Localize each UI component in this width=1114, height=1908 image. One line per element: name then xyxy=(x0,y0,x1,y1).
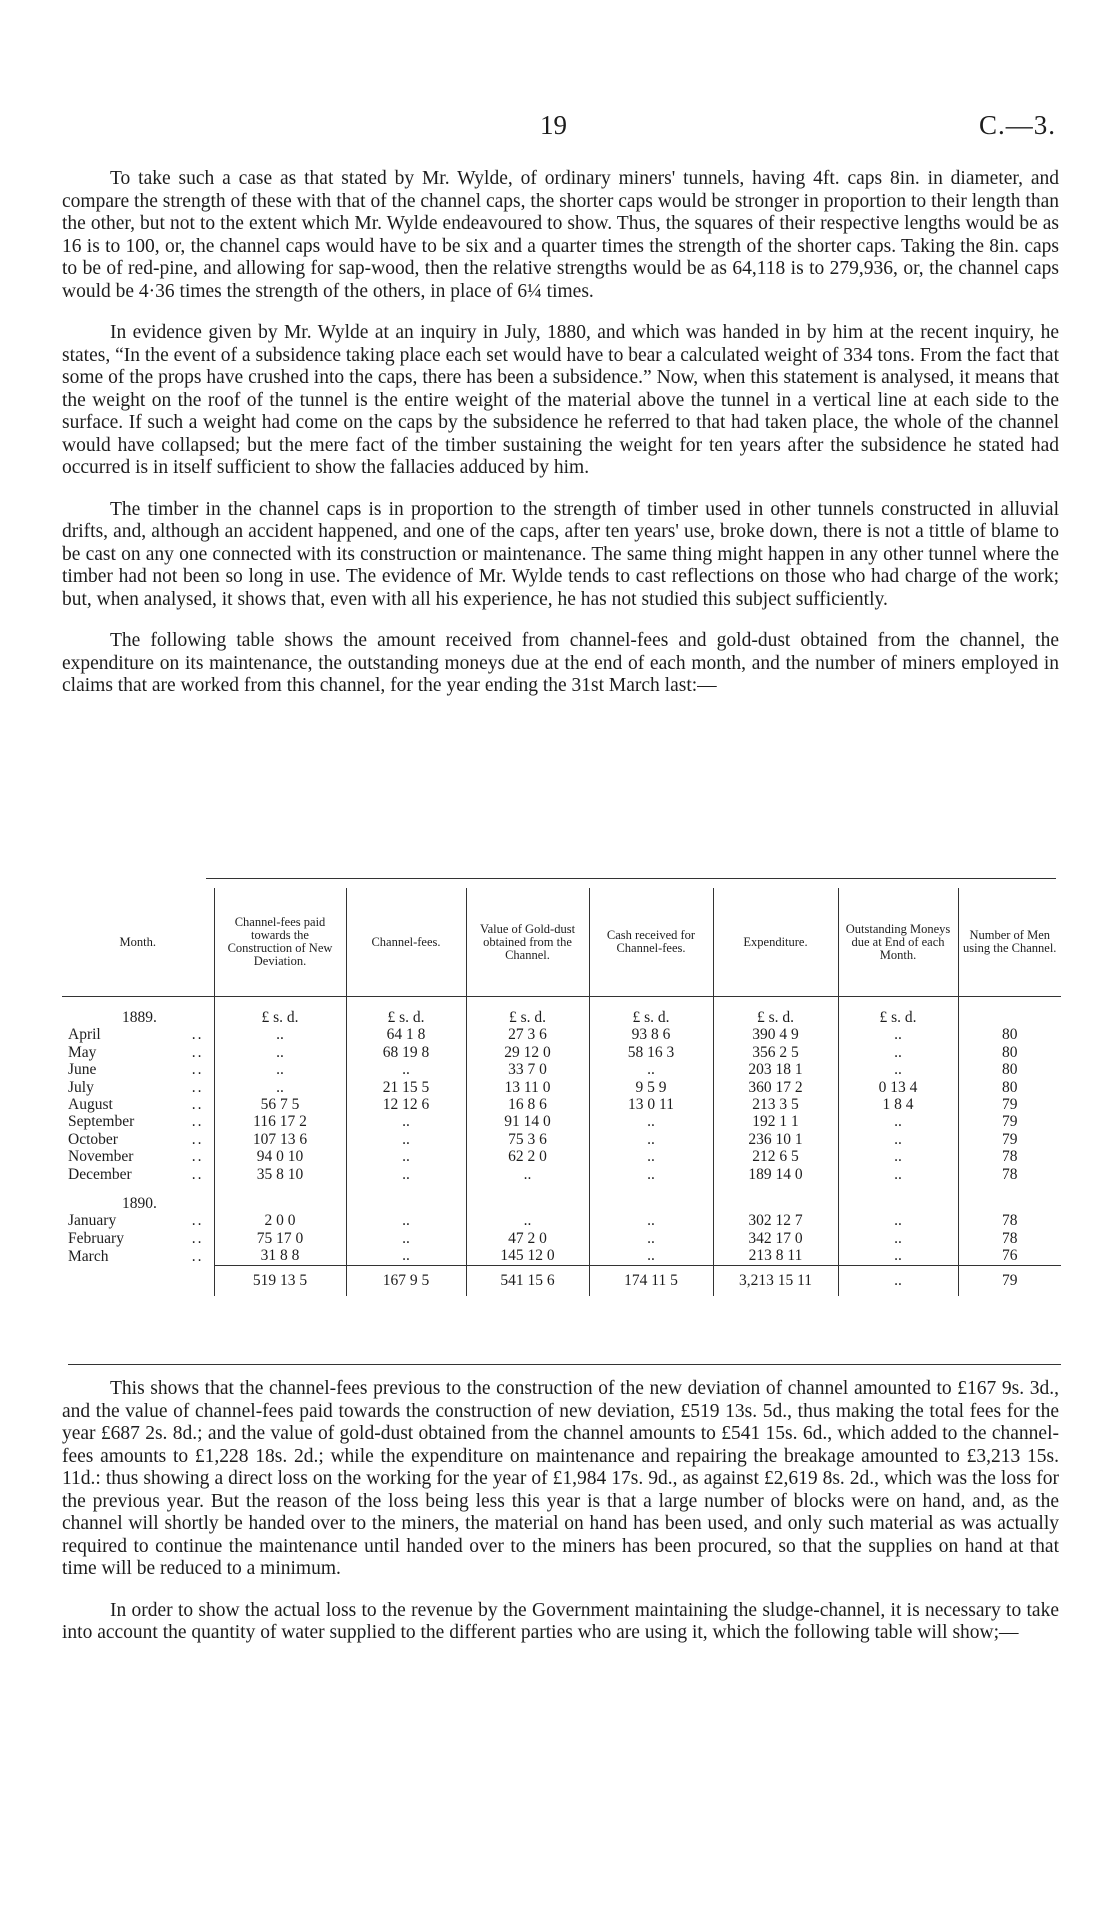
amount-cell: .. xyxy=(838,1166,958,1183)
amount-cell: 203 18 1 xyxy=(713,1061,838,1078)
amount-cell: .. xyxy=(838,1131,958,1148)
unit-label: £ s. d. xyxy=(589,1009,713,1026)
amount-cell: .. xyxy=(346,1247,466,1265)
page-number: 19 xyxy=(540,110,567,140)
spacer-row xyxy=(62,997,1061,1010)
month-cell: October .. xyxy=(68,1130,204,1148)
paragraph-caps-strength: To take such a case as that stated by Mr. Wylde, of ordinary miners' tunnels, having 4ft. caps 8in. in diameter, and compare the strength of these with that of the channel caps, the shorter caps would be stronger in proportion to their length than the other, but not to the extent which Mr. Wylde endeavoured to show. Thus, the squares of their respective lengths would be as 16 is to 100, or, the channel caps would have to be six and a quarter times the strength of the shorter caps. Taking the 8in. caps to be of red-pine, and allowing for sap-wood, then the relative strengths would be as 64,118 is to 279,936, or, the channel caps would be 4·36 times the strength of the others, in place of 6¼ times. xyxy=(62,168,1059,302)
amount-cell: 91 14 0 xyxy=(466,1113,589,1130)
amount-cell: 27 3 6 xyxy=(466,1026,589,1043)
amount-cell: 16 8 6 xyxy=(466,1096,589,1113)
table-row xyxy=(62,1113,1061,1130)
table-row xyxy=(62,1148,1061,1165)
amount-cell: 236 10 1 xyxy=(713,1131,838,1148)
men-count-cell: 80 xyxy=(958,1044,1061,1061)
month-cell: May .. xyxy=(68,1043,204,1061)
amount-cell: .. xyxy=(589,1212,713,1229)
amount-cell: 47 2 0 xyxy=(466,1230,589,1247)
total-amount-cell: .. xyxy=(838,1265,958,1296)
amount-cell: 0 13 4 xyxy=(838,1079,958,1096)
total-men-cell: 79 xyxy=(958,1265,1061,1296)
men-count-cell: 79 xyxy=(958,1131,1061,1148)
men-count-cell: 80 xyxy=(958,1026,1061,1043)
amount-cell: .. xyxy=(346,1148,466,1165)
header-month: Month. xyxy=(62,888,214,997)
month-cell: November .. xyxy=(68,1148,204,1166)
amount-cell: .. xyxy=(589,1230,713,1247)
amount-cell: .. xyxy=(214,1044,346,1061)
month-cell: January .. xyxy=(68,1212,204,1230)
amount-cell: 342 17 0 xyxy=(713,1230,838,1247)
table-row xyxy=(62,1044,1061,1061)
month-cell: December .. xyxy=(68,1165,204,1183)
channel-accounts-table xyxy=(62,888,1061,1296)
unit-label: £ s. d. xyxy=(713,1009,838,1026)
month-cell: June .. xyxy=(68,1061,204,1079)
month-cell: July .. xyxy=(68,1078,204,1096)
amount-cell: .. xyxy=(838,1247,958,1265)
table-bottom-rule xyxy=(68,1364,1061,1365)
amount-cell: .. xyxy=(589,1166,713,1183)
amount-cell: 35 8 10 xyxy=(214,1166,346,1183)
amount-cell: 29 12 0 xyxy=(466,1044,589,1061)
men-count-cell: 78 xyxy=(958,1212,1061,1229)
amount-cell: .. xyxy=(346,1113,466,1130)
amount-cell: 390 4 9 xyxy=(713,1026,838,1043)
amount-cell: .. xyxy=(589,1247,713,1265)
amount-cell: .. xyxy=(346,1212,466,1229)
amount-cell: .. xyxy=(346,1061,466,1078)
paragraph-loss-summary: This shows that the channel-fees previous to the construction of the new deviation of channel amounted to £167 9s. 3d., and the value of channel-fees paid towards the construction of new deviation, £519 13s. 5d., thus making the total fees for the year £687 2s. 8d.; and the value of gold-dust obtained from the channel amounts to £541 15s. 6d., which added to the channel-fees amounts to £1,228 18s. 2d.; while the expenditure on maintenance and repairing the breakage amounted to £3,213 15s. 11d.: thus showing a direct loss on the working for the year of £1,984 17s. 9d., as against £2,619 8s. 2d., which was the loss for the previous year. But the reason of the loss being less this year is that a large number of blocks were on hand, and, as the channel will shortly be handed over to the miners, the material on hand has been used, and only such material as was actually required to continue the maintenance until handed over to the miners has been procured, so that the supplies on hand at that time will be reduced to a minimum. xyxy=(62,1378,1059,1579)
total-amount-cell: 519 13 5 xyxy=(214,1265,346,1296)
amount-cell: .. xyxy=(838,1230,958,1247)
men-count-cell: 80 xyxy=(958,1061,1061,1078)
month-cell: February .. xyxy=(68,1229,204,1247)
amount-cell: .. xyxy=(346,1166,466,1183)
header-men: Number of Men using the Channel. xyxy=(958,888,1061,997)
amount-cell: 213 8 11 xyxy=(713,1247,838,1265)
men-count-cell: 78 xyxy=(958,1166,1061,1183)
amount-cell: 13 0 11 xyxy=(589,1096,713,1113)
month-cell: September .. xyxy=(68,1113,204,1131)
amount-cell: 13 11 0 xyxy=(466,1079,589,1096)
year-label-1889: 1889. xyxy=(122,1009,157,1026)
units-row xyxy=(62,1009,1061,1026)
amount-cell: 75 17 0 xyxy=(214,1230,346,1247)
header-channel-fees: Channel-fees. xyxy=(346,888,466,997)
amount-cell: 56 7 5 xyxy=(214,1096,346,1113)
men-count-cell: 78 xyxy=(958,1148,1061,1165)
amount-cell: .. xyxy=(838,1061,958,1078)
amount-cell: 356 2 5 xyxy=(713,1044,838,1061)
amount-cell: .. xyxy=(838,1026,958,1043)
body-text-top xyxy=(62,168,1059,717)
table-row xyxy=(62,1212,1061,1229)
table-row xyxy=(62,1230,1061,1247)
amount-cell: 9 5 9 xyxy=(589,1079,713,1096)
amount-cell: 302 12 7 xyxy=(713,1212,838,1229)
paragraph-wylde-evidence: In evidence given by Mr. Wylde at an inquiry in July, 1880, and which was handed in by him at the recent inquiry, he states, “In the event of a subsidence taking place each set would have to bear a calculated weight of 334 tons. From the fact that some of the props have crushed into the caps, there has been a subsidence.” Now, when this statement is analysed, it means that the weight on the roof of the tunnel is the entire weight of the material above the tunnel in a vertical line at each side to the surface. If such a weight had come on the caps by the subsidence he referred to that had taken place, the whole of the channel would have collapsed; but the mere fact of the timber sustaining the weight for ten years after the subsidence he stated had occurred is in itself sufficient to show the fallacies adduced by him. xyxy=(62,322,1059,478)
unit-label: £ s. d. xyxy=(838,1009,958,1026)
table-header-row xyxy=(62,888,1061,997)
amount-cell: 2 0 0 xyxy=(214,1212,346,1229)
unit-label: £ s. d. xyxy=(466,1009,589,1026)
table-row xyxy=(62,1131,1061,1148)
spacer-row xyxy=(62,1183,1061,1195)
table-row xyxy=(62,1247,1061,1265)
header-fees-construction: Channel-fees paid towards the Construction of New Deviation. xyxy=(214,888,346,997)
table-row xyxy=(62,1026,1061,1043)
amount-cell: 212 6 5 xyxy=(713,1148,838,1165)
amount-cell: .. xyxy=(589,1131,713,1148)
men-count-cell: 80 xyxy=(958,1079,1061,1096)
unit-label: £ s. d. xyxy=(214,1009,346,1026)
total-amount-cell: 541 15 6 xyxy=(466,1265,589,1296)
total-amount-cell: 167 9 5 xyxy=(346,1265,466,1296)
amount-cell: .. xyxy=(214,1026,346,1043)
amount-cell: .. xyxy=(838,1212,958,1229)
amount-cell: .. xyxy=(346,1131,466,1148)
amount-cell: .. xyxy=(589,1061,713,1078)
amount-cell: .. xyxy=(466,1212,589,1229)
amount-cell: 189 14 0 xyxy=(713,1166,838,1183)
men-count-cell: 78 xyxy=(958,1230,1061,1247)
month-cell: March .. xyxy=(68,1247,204,1265)
header-cash-received: Cash received for Channel-fees. xyxy=(589,888,713,997)
body-text-bottom xyxy=(62,1378,1059,1664)
amount-cell: .. xyxy=(466,1166,589,1183)
amount-cell: .. xyxy=(589,1113,713,1130)
men-count-cell: 79 xyxy=(958,1113,1061,1130)
amount-cell: 93 8 6 xyxy=(589,1026,713,1043)
month-cell: April .. xyxy=(68,1026,204,1044)
table-row xyxy=(62,1079,1061,1096)
total-amount-cell: 3,213 15 11 xyxy=(713,1265,838,1296)
amount-cell: 107 13 6 xyxy=(214,1131,346,1148)
amount-cell: .. xyxy=(214,1061,346,1078)
paragraph-water-intro: In order to show the actual loss to the revenue by the Government maintaining the sludge-channel, it is necessary to take into account the quantity of water supplied to the different parties who are using it, which the following table will show;— xyxy=(62,1599,1059,1643)
header-gold-dust: Value of Gold-dust obtained from the Channel. xyxy=(466,888,589,997)
totals-row xyxy=(62,1265,1061,1296)
table-top-rule xyxy=(206,878,1056,879)
table-row xyxy=(62,1096,1061,1113)
amount-cell: .. xyxy=(214,1079,346,1096)
page-header xyxy=(0,110,1114,150)
men-count-cell: 79 xyxy=(958,1096,1061,1113)
amount-cell: 360 17 2 xyxy=(713,1079,838,1096)
unit-label: £ s. d. xyxy=(346,1009,466,1026)
amount-cell: 12 12 6 xyxy=(346,1096,466,1113)
amount-cell: 64 1 8 xyxy=(346,1026,466,1043)
amount-cell: 31 8 8 xyxy=(214,1247,346,1265)
amount-cell: 58 16 3 xyxy=(589,1044,713,1061)
amount-cell: 1 8 4 xyxy=(838,1096,958,1113)
amount-cell: 145 12 0 xyxy=(466,1247,589,1265)
amount-cell: .. xyxy=(838,1113,958,1130)
amount-cell: 116 17 2 xyxy=(214,1113,346,1130)
year-row xyxy=(62,1195,1061,1212)
header-expenditure: Expenditure. xyxy=(713,888,838,997)
month-cell: August .. xyxy=(68,1096,204,1114)
amount-cell: .. xyxy=(589,1148,713,1165)
year-label-1890: 1890. xyxy=(122,1195,157,1213)
amount-cell: 62 2 0 xyxy=(466,1148,589,1165)
amount-cell: 68 19 8 xyxy=(346,1044,466,1061)
amount-cell: .. xyxy=(346,1230,466,1247)
header-outstanding: Outstanding Moneys due at End of each Month. xyxy=(838,888,958,997)
amount-cell: 75 3 6 xyxy=(466,1131,589,1148)
amount-cell: 94 0 10 xyxy=(214,1148,346,1165)
amount-cell: 213 3 5 xyxy=(713,1096,838,1113)
table-row xyxy=(62,1061,1061,1078)
amount-cell: 21 15 5 xyxy=(346,1079,466,1096)
amount-cell: 192 1 1 xyxy=(713,1113,838,1130)
total-amount-cell: 174 11 5 xyxy=(589,1265,713,1296)
amount-cell: .. xyxy=(838,1148,958,1165)
men-count-cell: 76 xyxy=(958,1247,1061,1265)
table-row xyxy=(62,1166,1061,1183)
amount-cell: .. xyxy=(838,1044,958,1061)
series-reference: C.—3. xyxy=(978,110,1056,140)
paragraph-timber-proportion: The timber in the channel caps is in proportion to the strength of timber used in other tunnels constructed in alluvial drifts, and, although an accident happened, and one of the caps, after ten years' use, broke down, there is not a tittle of blame to be cast on any one connected with its construction or maintenance. The same thing might happen in any other tunnel where the timber had not been so long in use. The evidence of Mr. Wylde tends to cast reflections on those who had charge of the work; but, when analysed, it shows that, even with all his experience, he has not studied this subject sufficiently. xyxy=(62,498,1059,610)
paragraph-table-intro: The following table shows the amount received from channel-fees and gold-dust obtained from the channel, the expenditure on its maintenance, the outstanding moneys due at the end of each month, and the number of miners employed in claims that are worked from this channel, for the year ending the 31st March last:— xyxy=(62,630,1059,696)
amount-cell: 33 7 0 xyxy=(466,1061,589,1078)
